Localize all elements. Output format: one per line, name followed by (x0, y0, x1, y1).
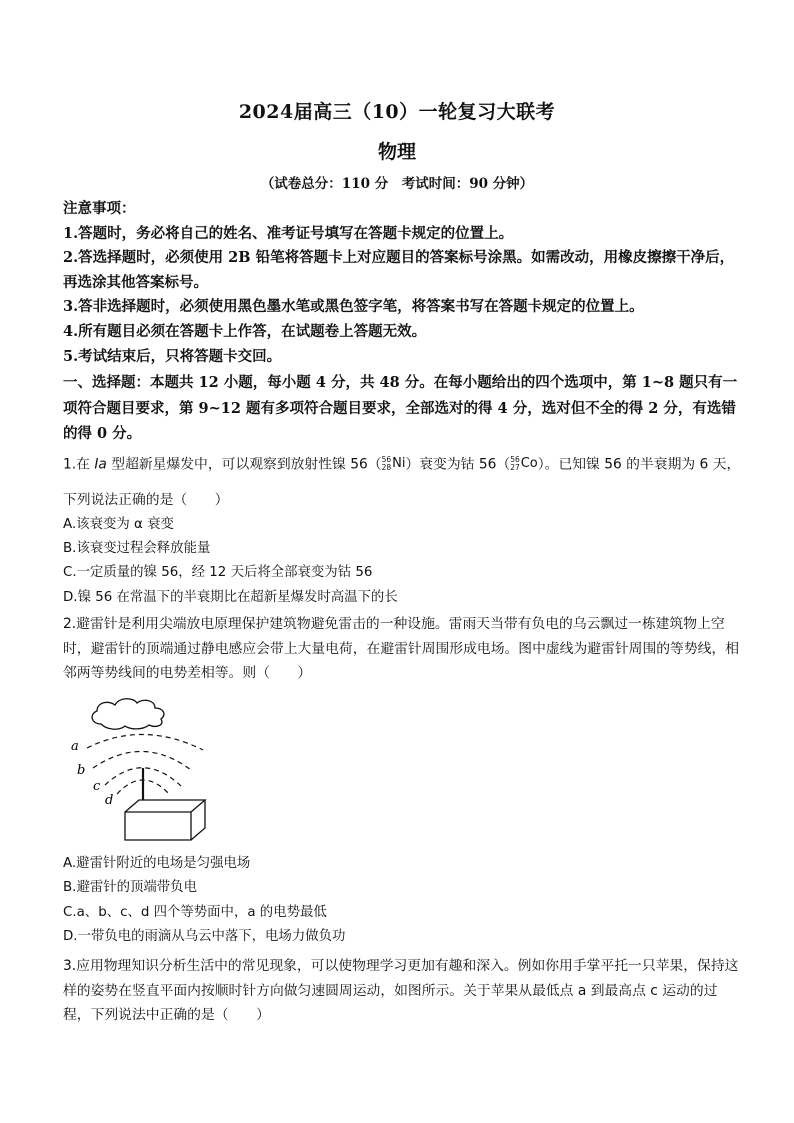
q1-text-prefix: 1.在 (63, 456, 95, 473)
q1-text-mid2: ）衰变为钴 56（ (405, 456, 511, 473)
q1-option-c: C.一定质量的镍 56，经 12 天后将全部衰变为钴 56 (63, 565, 373, 581)
q1-text-suffix: ）。已知镍 56 的半衰期为 6 天， (537, 456, 741, 473)
q2-option-b: B.避雷针的顶端带负电 (63, 880, 197, 896)
section-instructions: 一、选择题：本题共 12 小题，每小题 4 分，共 48 分。在每小题给出的四个选项中，第 1~8 题只有一项符合题目要求，第 9~12 题有多项符合题目要求，全部选对的得 4 分，选对但不全的得 2 分，有选错的得 0 分。 (63, 374, 738, 442)
ni-atomic-number: 28 (381, 462, 392, 472)
q1-option-b: B.该衰变过程会释放能量 (63, 540, 211, 556)
question-1-prompt: 下列说法正确的是（ ） (63, 492, 229, 508)
label-b: b (77, 763, 86, 778)
cobalt-isotope (510, 452, 538, 477)
note-item-5: 5.考试结束后，只将答题卡交回。 (63, 347, 282, 365)
exam-meta: （试卷总分：110 分 考试时间：90 分钟） (260, 176, 534, 192)
q2-option-d: D.一带负电的雨滴从乌云中落下，电场力做负功 (63, 929, 346, 945)
question-1 (63, 452, 743, 610)
note-item-4: 4.所有题目必须在答题卡上作答，在试题卷上答题无效。 (63, 322, 427, 340)
note-item-3: 3.答非选择题时，必须使用黑色墨水笔或黑色签字笔，将答案书写在答题卡规定的位置上。 (63, 298, 644, 316)
q1-option-a: A.该衰变为 α 衰变 (63, 516, 174, 532)
ni-mass-number: 56 (381, 454, 392, 464)
co-mass-number: 56 (510, 454, 520, 464)
nickel-isotope (382, 452, 406, 477)
label-a: a (71, 739, 79, 754)
question-3: 3.应用物理知识分析生活中的常见现象，可以使物理学习更加有趣和深入。例如你用手掌平托一只苹果，保持这样的姿势在竖直平面内按顺时针方向做匀速圆周运动，如图所示。关于苹果从最低点 a 到最高点 c 运动的过程，下列说法中正确的是（ ） (63, 958, 739, 1023)
exam-subject: 物理 (377, 141, 416, 163)
co-atomic-number: 27 (510, 462, 520, 472)
label-d: d (105, 793, 114, 808)
exam-title: 2024届高三（10）一轮复习大联考 (238, 101, 556, 123)
question-1-stem (63, 452, 743, 484)
q1-supernova-type: Ia (94, 456, 107, 473)
question-2-options (63, 852, 743, 950)
equipotential-a (87, 734, 203, 750)
notes-section (63, 197, 743, 369)
ni-symbol: Ni (392, 456, 406, 471)
question-2: 2.避雷针是利用尖端放电原理保护建筑物避免雷击的一种设施。雷雨天当带有负电的乌云飘过一栋建筑物上空时，避雷针的顶端通过静电感应会带上大量电荷，在避雷针周围形成电场。图中虚线为避雷针周围的等势线，相邻两等势线间的电势差相等。则（ ） (63, 616, 740, 681)
lightning-rod-diagram (63, 690, 233, 850)
cloud-shape (92, 699, 164, 729)
lightning-rod-figure (63, 690, 233, 850)
co-symbol: Co (520, 456, 538, 471)
q2-option-c: C.a、b、c、d 四个等势面中，a 的电势最低 (63, 904, 327, 920)
q1-text-mid1: 型超新星爆发中，可以观察到放射性镍 56（ (106, 456, 382, 473)
note-item-2: 2.答选择题时，必须使用 2B 铅笔将答题卡上对应题目的答案标号涂黑。如需改动，用橡皮擦擦干净后，再选涂其他答案标号。 (63, 249, 735, 291)
label-c: c (93, 779, 101, 794)
note-item-1: 1.答题时，务必将自己的姓名、准考证号填写在答题卡规定的位置上。 (63, 224, 514, 242)
q1-option-d: D.镍 56 在常温下的半衰期比在超新星爆发时高温下的长 (63, 589, 398, 605)
notes-heading: 注意事项： (63, 200, 136, 217)
q2-option-a: A.避雷针附近的电场是匀强电场 (63, 856, 251, 871)
building-box (125, 800, 205, 840)
equipotential-b (93, 751, 191, 770)
